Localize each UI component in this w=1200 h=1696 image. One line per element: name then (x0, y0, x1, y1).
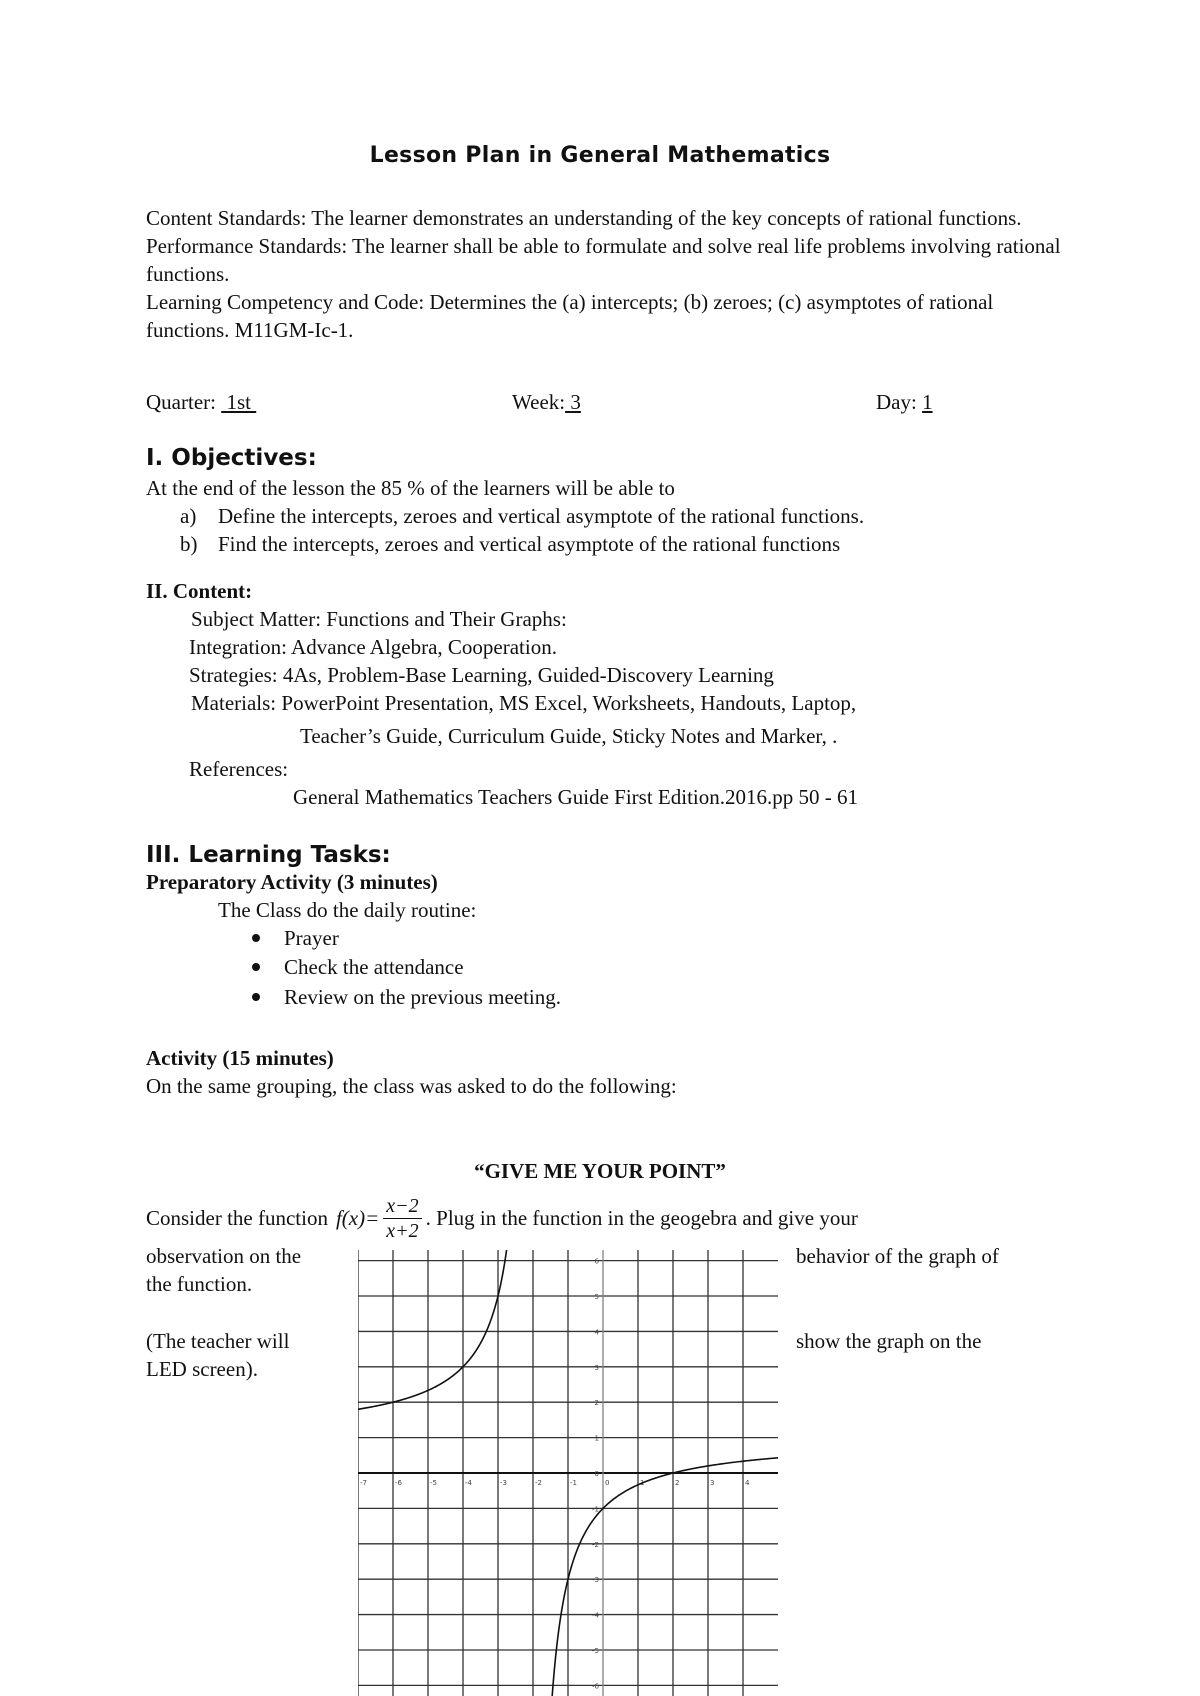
learning-competency: Learning Competency and Code: Determines the (a) intercepts; (b) zeroes; (c) asymptotes of rational functions. M11GM-Ic-1. (146, 290, 994, 342)
bullet-icon (252, 963, 260, 971)
y-tick-label: -6 (592, 1682, 599, 1691)
y-tick-label: -4 (592, 1611, 599, 1620)
left-note-1: observation on the the function. (146, 1244, 302, 1296)
performance-standards: Performance Standards: The learner shall be able to formulate and solve real life problems involving rational functions. (146, 234, 1061, 286)
strategies: Strategies: 4As, Problem-Base Learning, Guided-Discovery Learning (189, 663, 774, 687)
day-field (876, 390, 933, 415)
objectives-intro: At the end of the lesson the 85 % of the learners will be able to (146, 476, 675, 500)
x-tick-label: -4 (465, 1479, 472, 1487)
y-tick-label: 0 (594, 1470, 599, 1478)
x-tick-label: 3 (710, 1479, 715, 1487)
quarter-label: Quarter: (146, 390, 216, 414)
objectives-list (180, 502, 864, 558)
rational-function-graph (358, 1250, 778, 1696)
y-tick-label: 2 (594, 1399, 599, 1408)
bullet-icon (252, 934, 260, 942)
right-note-2: show the graph on the (796, 1329, 982, 1353)
y-tick-label: 1 (594, 1434, 599, 1443)
activity-heading: Activity (15 minutes) (146, 1046, 334, 1070)
week-label: Week: (512, 390, 566, 414)
page-title: Lesson Plan in General Mathematics (369, 143, 831, 168)
y-tick-label: 4 (594, 1328, 599, 1337)
subject-matter: Subject Matter: Functions and Their Graphs: (191, 607, 567, 631)
y-tick-label: -2 (592, 1540, 599, 1549)
week-field (512, 390, 581, 415)
day-value: 1 (922, 390, 933, 414)
x-tick-label: -1 (570, 1479, 577, 1487)
function-lhs: f(x)= (335, 1206, 380, 1230)
routine-item: Check the attendance (252, 955, 464, 980)
routine-intro: The Class do the daily routine: (218, 898, 477, 922)
y-tick-label: 6 (594, 1257, 599, 1266)
learning-tasks-heading: III. Learning Tasks: (146, 842, 391, 868)
function-fraction (383, 1194, 421, 1243)
function-prompt: Consider the function f(x)= $\frac{x-2}{x+2}$ . Plug in the function in the geogebra and give your (146, 1195, 858, 1242)
x-tick-label: 1 (640, 1479, 645, 1487)
week-value: 3 (570, 390, 581, 414)
content-heading: II. Content: (146, 579, 253, 603)
preparatory-heading: Preparatory Activity (3 minutes) (146, 870, 438, 894)
y-tick-label: -1 (592, 1505, 599, 1514)
routine-item: Review on the previous meeting. (252, 985, 561, 1010)
left-note-2: (The teacher will LED screen). (146, 1329, 290, 1381)
reference-item: General Mathematics Teachers Guide First Edition.2016.pp 50 - 61 (293, 785, 859, 809)
routine-item: Prayer (252, 926, 339, 951)
objective-item: a) Define the intercepts, zeroes and vertical asymptote of the rational functions. (180, 504, 865, 528)
x-tick-label: 4 (745, 1479, 750, 1487)
objectives-heading: I. Objectives: (146, 445, 317, 471)
fraction-denominator: x+2 (386, 1220, 419, 1242)
x-tick-label: -3 (500, 1479, 507, 1487)
references-label: References: (189, 757, 289, 781)
x-tick-label: -5 (430, 1479, 437, 1487)
y-tick-label: -5 (592, 1646, 599, 1655)
function-curve-branch (539, 1458, 778, 1696)
activity-title: “GIVE ME YOUR POINT” (474, 1159, 726, 1183)
fraction-numerator: x−2 (383, 1194, 421, 1219)
materials: Materials: PowerPoint Presentation, MS Excel, Worksheets, Handouts, Laptop, (191, 691, 857, 715)
x-tick-label: -2 (535, 1479, 542, 1487)
standards-block (146, 204, 1076, 344)
x-tick-label: -7 (360, 1479, 367, 1487)
activity-text: On the same grouping, the class was asked to do the following: (146, 1074, 677, 1098)
y-tick-label: -3 (592, 1576, 599, 1585)
x-tick-label: 2 (675, 1479, 680, 1487)
function-curve-branch (358, 1250, 529, 1409)
x-tick-label: -6 (395, 1479, 402, 1487)
quarter-field (146, 390, 256, 415)
x-tick-label: 0 (605, 1479, 610, 1487)
integration: Integration: Advance Algebra, Cooperation. (189, 635, 557, 659)
bullet-icon (252, 993, 260, 1001)
objective-item: b) Find the intercepts, zeroes and vertical asymptote of the rational functions (180, 532, 841, 556)
quarter-value: 1st (226, 390, 251, 414)
y-tick-label: 5 (594, 1293, 599, 1302)
right-note-1: behavior of the graph of (796, 1244, 999, 1268)
y-tick-label: 3 (594, 1363, 599, 1372)
day-label: Day: (876, 390, 917, 414)
content-standards: Content Standards: The learner demonstrates an understanding of the key concepts of rational functions. (146, 206, 1022, 230)
materials-continued: Teacher’s Guide, Curriculum Guide, Sticky Notes and Marker, . (300, 724, 838, 748)
